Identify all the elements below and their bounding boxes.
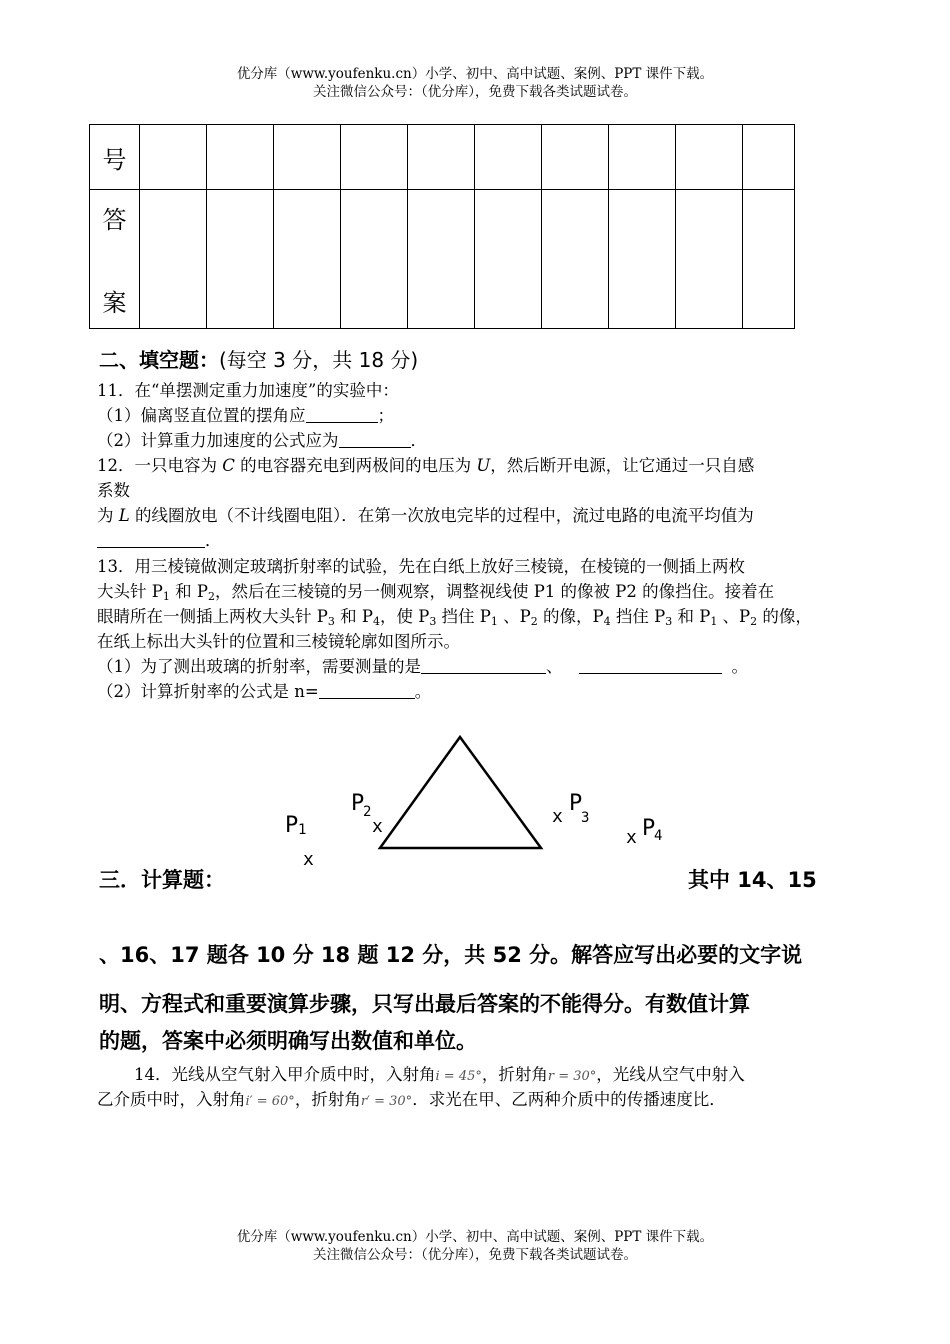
section3-line4: 的题，答案中必须明确写出数值和单位。 xyxy=(99,1029,477,1053)
page-header-line2: 关注微信公众号：（优分库），免费下载各类试题试卷。 xyxy=(313,84,637,100)
subscript: 3 xyxy=(429,615,437,628)
pin-subscript: 3 xyxy=(581,810,590,826)
q13-part2-text: （2）计算折射率的公式是 n= xyxy=(97,682,319,701)
q12-inductance-symbol: L xyxy=(118,506,130,525)
pin-marker-p3: x xyxy=(552,806,563,827)
subscript: 1 xyxy=(162,590,170,603)
q14-line2 xyxy=(97,1089,726,1113)
pin-label-p1: P xyxy=(285,813,299,838)
page-footer-line2: 关注微信公众号：（优分库），免费下载各类试题试卷。 xyxy=(313,1247,637,1263)
subscript: 3 xyxy=(665,615,673,628)
q14-refraction-angle-2: r′ = 30° xyxy=(360,1094,413,1109)
section3-line2: 、16、17 题各 10 分 18 题 12 分，共 52 分。解答应写出必要的文字说 xyxy=(99,943,803,967)
q12-text: 的线圈放电（不计线圈电阻）．在第一次放电完毕的过程中，流过电路的电流平均值为 xyxy=(129,506,754,525)
q13-text: 的像， xyxy=(757,607,812,626)
q12-text: ，然后断开电源，让它通过一只自感 xyxy=(490,456,755,475)
prism-triangle xyxy=(380,737,541,848)
section2-note: (每空 3 分，共 18 分) xyxy=(219,348,419,372)
subscript: 4 xyxy=(603,615,611,628)
pin-label-p2: P xyxy=(351,791,365,816)
subscript: 3 xyxy=(327,615,335,628)
q11-part1-end: ； xyxy=(377,406,394,425)
q11-part2-text: （2）计算重力加速度的公式应为 xyxy=(97,431,339,450)
page-footer-line1: 优分库（www.youfenku.cn）小学、初中、高中试题、案例、PPT 课件下载。 xyxy=(236,1229,714,1245)
q12-text: 的电容器充电到两极间的电压为 xyxy=(234,456,477,475)
q13-text: 大头针 P xyxy=(97,582,163,601)
q14-text: ，光线从空气中射入 xyxy=(596,1065,745,1084)
q11-part1-text: （1）偏离竖直位置的摆角应 xyxy=(97,406,306,425)
pin-subscript: 4 xyxy=(654,828,663,844)
q13-part2-end: 。 xyxy=(414,682,432,701)
pin-marker-p2: x xyxy=(372,816,383,837)
row-label-answer-b: 案 xyxy=(102,289,127,317)
q14-line1 xyxy=(134,1064,745,1088)
q14-text: 14．光线从空气射入甲介质中时，入射角 xyxy=(134,1065,436,1084)
q12-end: ． xyxy=(205,531,222,550)
q13-text: 和 P xyxy=(334,607,373,626)
section3-line3: 明、方程式和重要演算步骤，只写出最后答案的不能得分。有数值计算 xyxy=(99,992,750,1016)
subscript: 2 xyxy=(207,590,215,603)
pin-label-p4: P xyxy=(642,816,656,841)
q13-text: 、P xyxy=(717,607,751,626)
row-label-answer-a: 答 xyxy=(102,206,127,234)
pin-label-p3: P xyxy=(569,791,583,816)
section3-title: 三．计算题： xyxy=(99,868,225,892)
q12-capacitance-symbol: C xyxy=(222,456,235,475)
section3-right: 其中 14、15 xyxy=(688,868,817,892)
q12-voltage-symbol: U xyxy=(476,456,491,475)
q14-refraction-angle: r = 30° xyxy=(547,1069,597,1084)
q13-text: ，使 P xyxy=(379,607,430,626)
pin-subscript: 1 xyxy=(298,822,307,838)
q13-text: 眼睛所在一侧插上两枚大头针 P xyxy=(97,607,328,626)
q13-separator: 、 xyxy=(546,657,563,676)
page-header-line1: 优分库（www.youfenku.cn）小学、初中、高中试题、案例、PPT 课件下载。 xyxy=(236,66,714,82)
q14-text: ，折射角 xyxy=(481,1065,548,1084)
pin-marker-p1: x xyxy=(303,849,314,870)
q13-text: 和 P xyxy=(672,607,711,626)
row-label-number: 号 xyxy=(90,125,140,190)
q11-part2-end: ． xyxy=(410,431,427,450)
q12-line2: 系数 xyxy=(97,481,130,500)
q13-text: 的像，P xyxy=(537,607,604,626)
section2-title: 二、填空题： xyxy=(99,348,219,372)
pin-subscript: 2 xyxy=(363,804,372,820)
q12-text: 12．一只电容为 xyxy=(97,456,223,475)
subscript: 2 xyxy=(750,615,758,628)
subscript: 2 xyxy=(530,615,538,628)
q14-text: ．求光在甲、乙两种介质中的传播速度比． xyxy=(412,1090,726,1109)
q13-line1: 13．用三棱镜做测定玻璃折射率的试验，先在白纸上放好三棱镜，在棱镜的一侧插上两枚 xyxy=(97,557,745,576)
q14-text: ，折射角 xyxy=(294,1090,361,1109)
subscript: 1 xyxy=(490,615,498,628)
q13-part1-end: 。 xyxy=(731,657,748,676)
q13-line4: 在纸上标出大头针的位置和三棱镜轮廓如图所示。 xyxy=(97,632,460,651)
q14-incidence-angle: i = 45° xyxy=(435,1069,482,1084)
subscript: 1 xyxy=(710,615,718,628)
q14-incidence-angle-2: i′ = 60° xyxy=(245,1094,295,1109)
q13-text: 和 P xyxy=(169,582,208,601)
q13-text: 、P xyxy=(497,607,531,626)
subscript: 4 xyxy=(372,615,380,628)
pin-marker-p4: x xyxy=(626,827,637,848)
q13-text: 挡住 P xyxy=(610,607,666,626)
q12-text: 为 xyxy=(97,506,119,525)
q13-text: 挡住 P xyxy=(436,607,491,626)
q11-stem: 11．在“单摆测定重力加速度”的实验中： xyxy=(97,381,399,400)
q13-part1-text: （1）为了测出玻璃的折射率，需要测量的是 xyxy=(97,657,421,676)
q13-text: ，然后在三棱镜的另一侧观察，调整视线使 P1 的像被 P2 的像挡住。接着在 xyxy=(214,582,775,601)
q14-text: 乙介质中时，入射角 xyxy=(97,1090,246,1109)
